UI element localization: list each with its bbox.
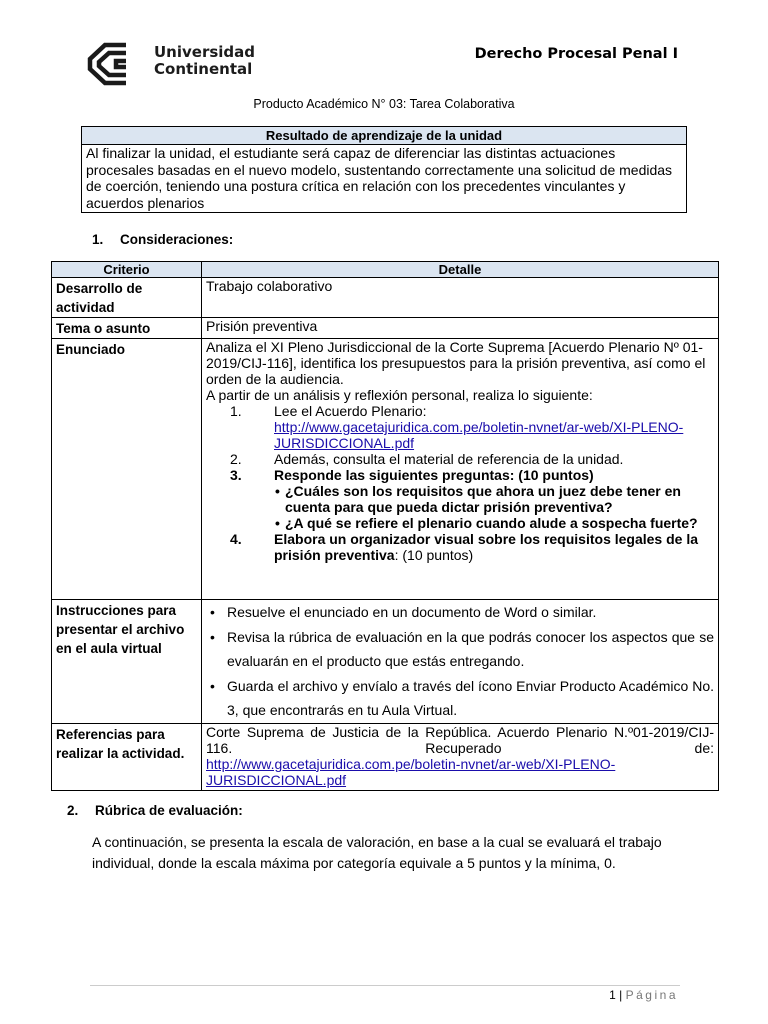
criterio-instrucciones: Instrucciones para presentar el archivo en el aula virtual [52, 600, 202, 724]
criterio-referencias: Referencias para realizar la actividad. [52, 723, 202, 790]
question-2: • ¿A qué se refiere el plenario cuando alude a sospecha fuerte? [275, 515, 714, 531]
university-logo-icon [86, 41, 144, 87]
enunciado-paragraph-1: Analiza el XI Pleno Jurisdiccional de la Corte Suprema [Acuerdo Plenario Nº 01-2019/CIJ-116], identifica los presupuestos para la prisión preventiva, así como el orden de la audiencia. [206, 339, 706, 387]
section-2-title: Rúbrica de evaluación: [95, 803, 243, 818]
section-1-heading [92, 232, 233, 247]
rubric-intro: A continuación, se presenta la escala de valoración, en base a la cual se evaluará el trabajo individual, donde la escala máxima por categoría equivale a 5 puntos y la mínima, 0. [92, 834, 662, 871]
list-item: • Revisa la rúbrica de evaluación en la que podrás conocer los aspectos que se evaluarán en el producto que estás entregando. [206, 625, 714, 674]
detalle-desarrollo: Trabajo colaborativo [202, 278, 719, 318]
document-subtitle: Producto Académico N° 03: Tarea Colaborativa [253, 97, 515, 111]
instructions-list [206, 600, 714, 723]
referencias-text: Corte Suprema de Justicia de la República. Acuerdo Plenario N.º01-2019/CIJ-116. Recuperado de: [206, 723, 714, 756]
table-row [52, 278, 719, 318]
enunciado-paragraph-2: A partir de un análisis y reflexión personal, realiza lo siguiente: [206, 387, 593, 403]
list-item: • Resuelve el enunciado en un documento de Word o similar. [206, 600, 714, 625]
enunciado-steps-cont [206, 531, 714, 563]
enunciado-steps [206, 403, 714, 483]
table-row [52, 339, 719, 600]
criterio-enunciado: Enunciado [52, 339, 202, 600]
table-row [52, 600, 719, 724]
question-1: • ¿Cuáles son los requisitos que ahora un juez debe tener en cuenta para que pueda dictar prisión preventiva? [275, 483, 714, 515]
page-footer [609, 988, 678, 1002]
step-3-text: Responde las siguientes preguntas: (10 puntos) [274, 467, 594, 483]
logo-line-1: Universidad [154, 43, 256, 61]
step-1-text: Lee el Acuerdo Plenario: [274, 403, 427, 419]
logo-wordmark [154, 44, 255, 78]
step-number: 1. [230, 403, 242, 419]
step-4-text: Elabora un organizador visual sobre los requisitos legales de la prisión preventiva [274, 531, 699, 563]
course-title: Derecho Procesal Penal I [474, 46, 678, 62]
list-item [206, 467, 714, 483]
step-number: 2. [230, 451, 242, 467]
page-number: 1 [609, 988, 616, 1002]
list-item [206, 403, 714, 451]
section-1-number: 1. [92, 232, 104, 247]
col-header-criterio: Criterio [52, 262, 202, 278]
step-4-points: : (10 puntos) [394, 547, 474, 563]
footer-divider [90, 985, 680, 986]
acuerdo-plenario-link[interactable]: http://www.gacetajuridica.com.pe/boletin-nvnet/ar-web/XI-PLENO-JURISDICCIONAL.pdf [274, 419, 684, 451]
table-row [52, 723, 719, 790]
list-item: • Guarda el archivo y envíalo a través del ícono Enviar Producto Académico No. 3, que encontrarás en tu Aula Virtual. [206, 674, 714, 723]
table-header-row [52, 262, 719, 278]
questions-list [206, 483, 714, 531]
section-1-title: Consideraciones: [120, 232, 234, 247]
referencias-link[interactable]: http://www.gacetajuridica.com.pe/boletin-nvnet/ar-web/XI-PLENO-JURISDICCIONAL.pdf [206, 755, 616, 788]
table-row [52, 318, 719, 339]
detalle-instrucciones [202, 600, 719, 724]
col-header-detalle: Detalle [202, 262, 719, 278]
step-number: 3. [230, 467, 242, 483]
criterio-desarrollo: Desarrollo de actividad [52, 278, 202, 318]
step-2-text: Además, consulta el material de referencia de la unidad. [274, 451, 624, 467]
learning-outcome-box [81, 126, 687, 213]
considerations-table [51, 261, 719, 791]
list-item [206, 531, 714, 563]
footer-separator: | [615, 988, 626, 1002]
section-2-heading [67, 803, 243, 818]
logo-line-2: Continental [154, 60, 253, 78]
detalle-tema: Prisión preventiva [202, 318, 719, 339]
step-number: 4. [230, 531, 242, 547]
detalle-enunciado [202, 339, 719, 600]
list-item [206, 451, 714, 467]
detalle-referencias [202, 723, 719, 790]
learning-outcome-text: Al finalizar la unidad, el estudiante será capaz de diferenciar las distintas actuaciones procesales basadas en el nuevo modelo, sustentando correctamente una solicitud de medidas de coerción, teniendo una postura crítica en relación con los precedentes vinculantes y acuerdos plenarios [86, 145, 673, 211]
university-logo [86, 41, 256, 87]
learning-outcome-heading: Resultado de aprendizaje de la unidad [82, 127, 686, 145]
criterio-tema: Tema o asunto [52, 318, 202, 339]
page-label: Página [625, 988, 678, 1002]
section-2-number: 2. [67, 803, 79, 818]
